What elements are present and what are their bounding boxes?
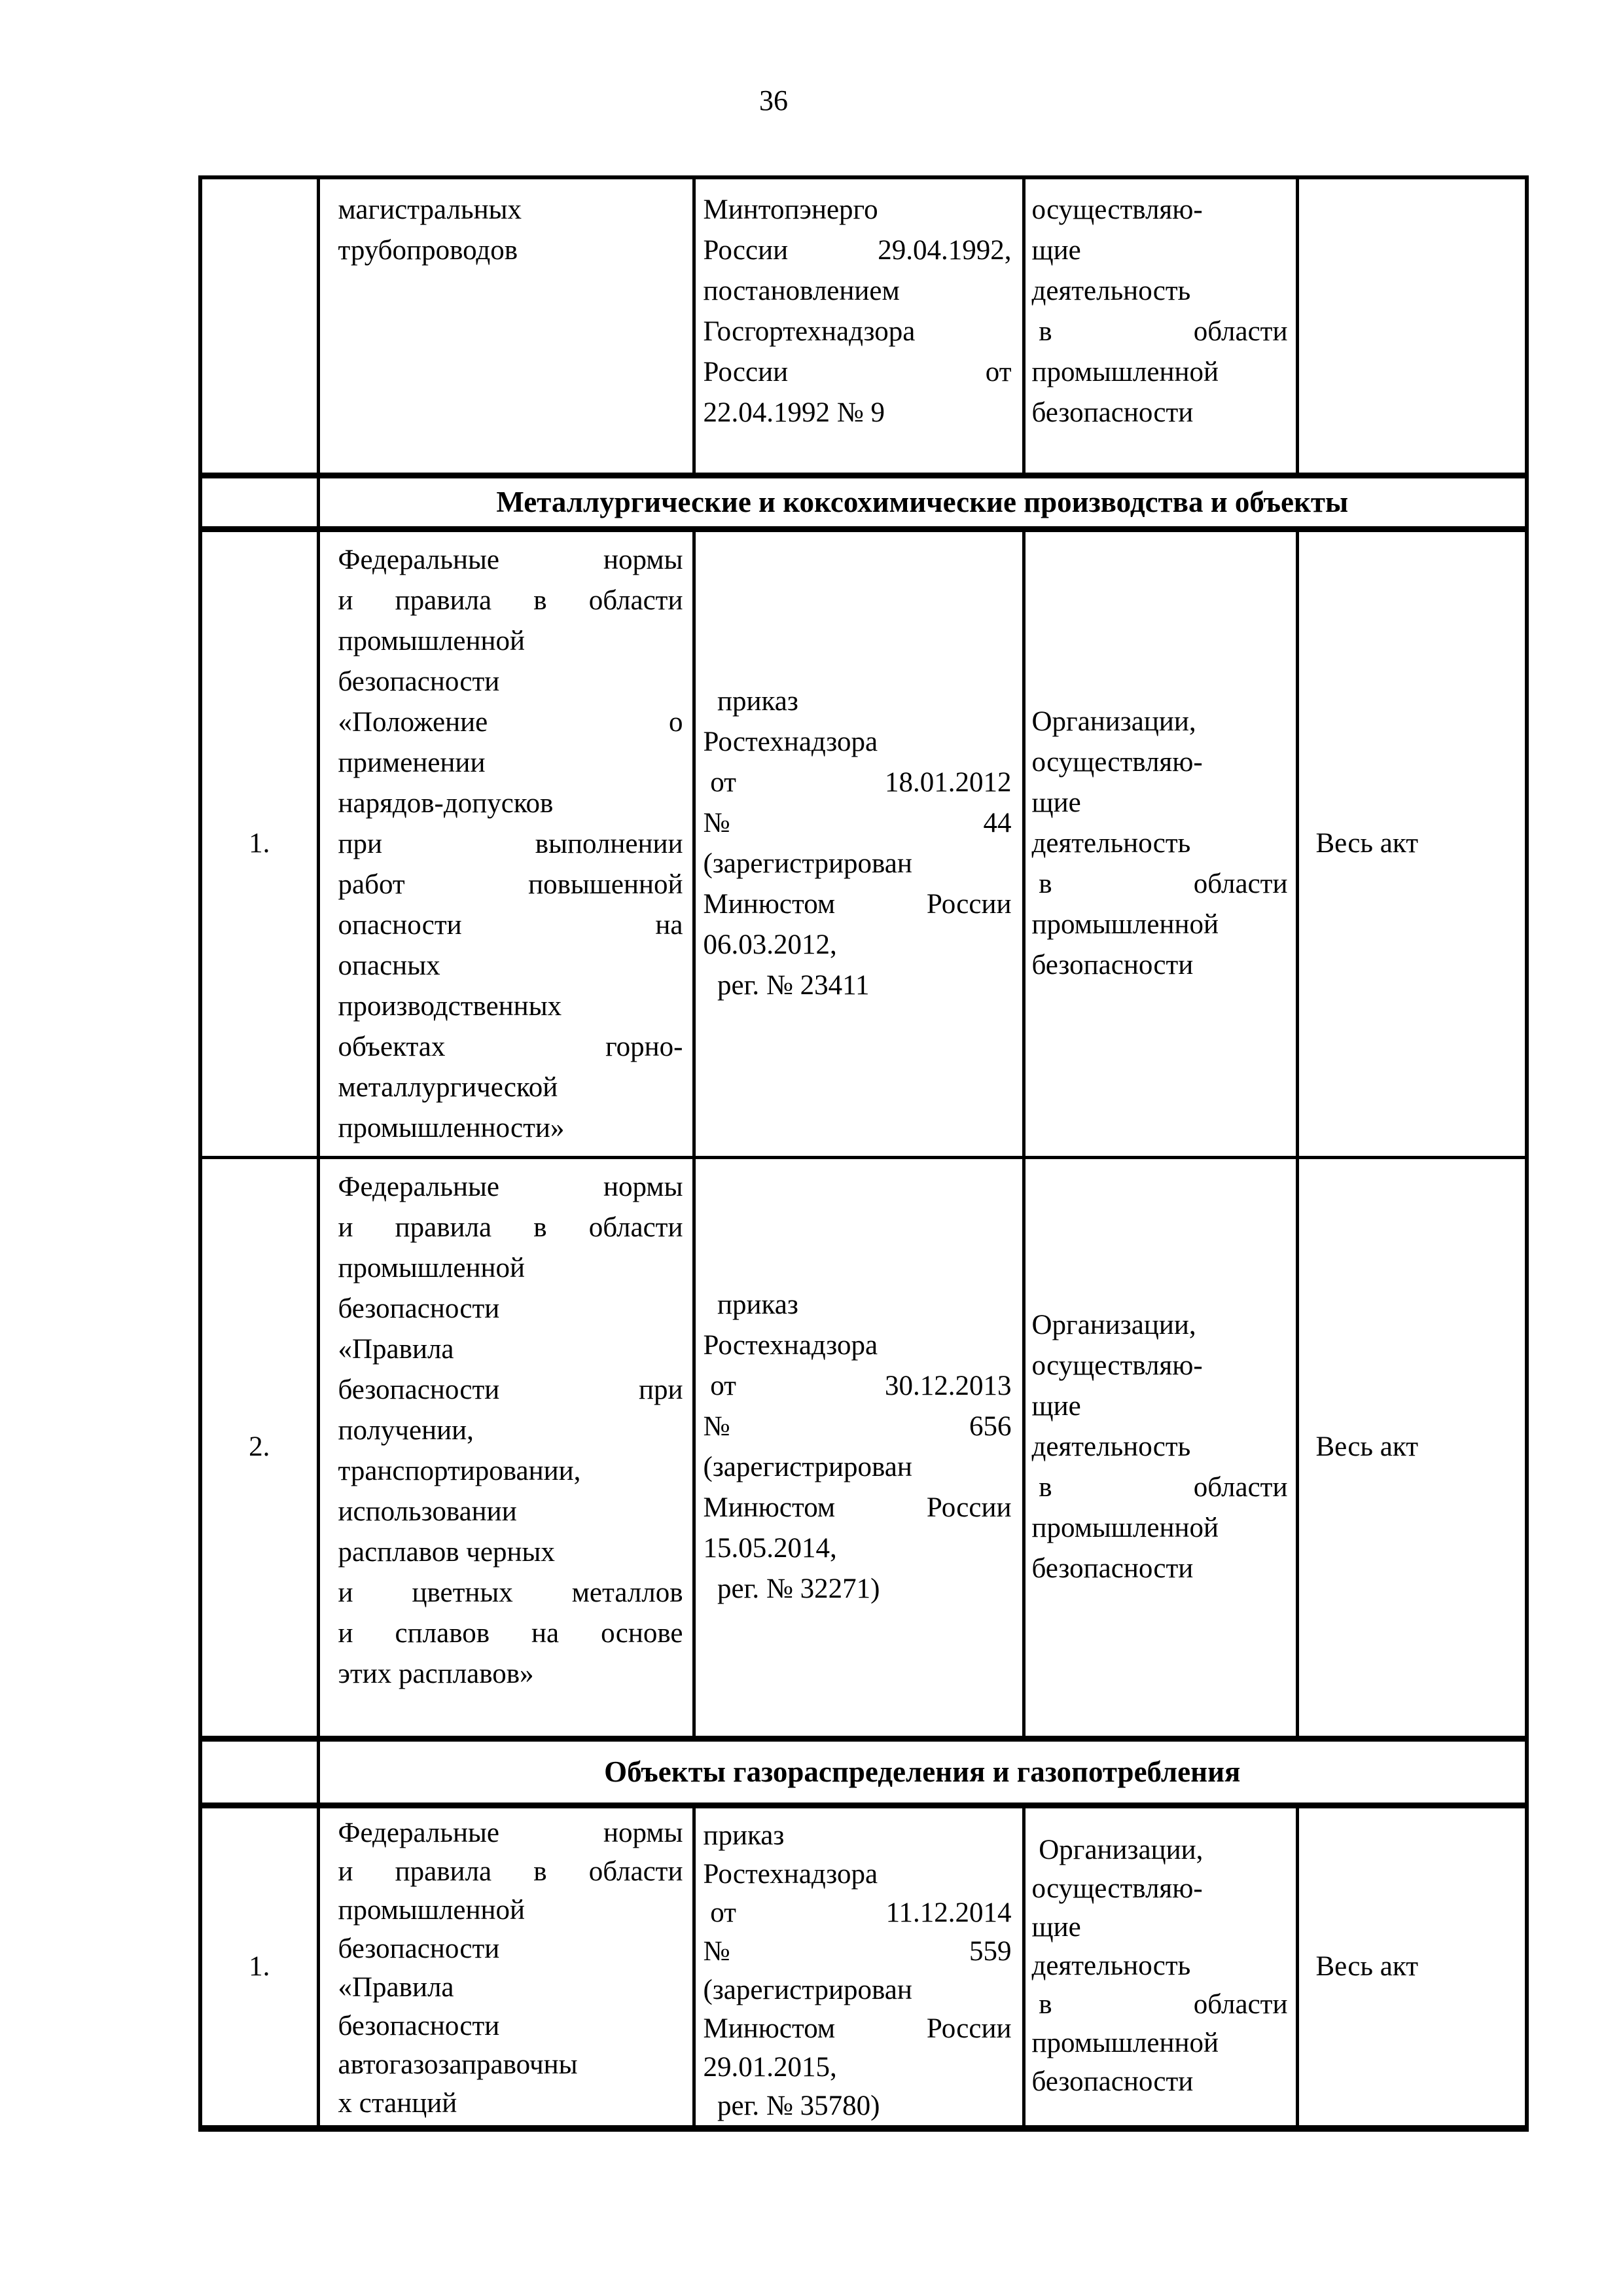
table-section-row [200, 1738, 1527, 1805]
act-details-cell: Минтопэнерго России 29.04.1992, постановлением Госгортехнадзора России от 22.04.1992 № 9 [694, 177, 1024, 475]
act-details-cell: приказ Ростехнадзора от 30.12.2013 № 656 (зарегистрирован Минюстом России 15.05.2014, рег. № 32271) [694, 1157, 1024, 1738]
row-number-cell: 2. [200, 1157, 318, 1738]
act-details-cell: приказ Ростехнадзора от 11.12.2014 № 559 (зарегистрирован Минюстом России 29.01.2015, рег. № 35780) [694, 1805, 1024, 2128]
scope-cell: Весь акт [1297, 1157, 1527, 1738]
act-name-cell: Федеральные нормы и правила в области промышленной безопасности «Правила безопасности при получении, транспортировании, использовании расплавов черных и цветных металлов и сплавов на основе этих расплавов» [318, 1157, 694, 1738]
act-name-cell: магистральных трубопроводов [318, 177, 694, 475]
organizations-cell: Организации, осуществляю- щие деятельность в области промышленной безопасности [1024, 1157, 1297, 1738]
table-row-2 [200, 1157, 1527, 1738]
section-title-metallurgy: Металлургические и коксохимические производства и объекты [318, 475, 1527, 529]
table-row-continued [200, 177, 1527, 475]
organizations-cell: Организации, осуществляю- щие деятельность в области промышленной безопасности [1024, 529, 1297, 1157]
organizations-cell: осуществляю- щие деятельность в области промышленной безопасности [1024, 177, 1297, 475]
row-number-cell [200, 177, 318, 475]
section-empty-cell [200, 475, 318, 529]
scope-cell: Весь акт [1297, 1805, 1527, 2128]
page-number: 36 [759, 84, 788, 117]
row-number-cell: 1. [200, 1805, 318, 2128]
organizations-cell: Организации, осуществляю- щие деятельность в области промышленной безопасности [1024, 1805, 1297, 2128]
section-title-gas: Объекты газораспределения и газопотребления [318, 1738, 1527, 1805]
table-section-row [200, 475, 1527, 529]
row-number-cell: 1. [200, 529, 318, 1157]
act-details-cell: приказ Ростехнадзора от 18.01.2012 № 44 (зарегистрирован Минюстом России 06.03.2012, рег. № 23411 [694, 529, 1024, 1157]
scope-cell: Весь акт [1297, 529, 1527, 1157]
act-name-cell: Федеральные нормы и правила в области промышленной безопасности «Положение о применении нарядов-допусков при выполнении работ повышенной опасности на опасных производственных объектах горно- металлургической промышленности» [318, 529, 694, 1157]
scope-cell [1297, 177, 1527, 475]
table-row-1 [200, 529, 1527, 1157]
section-empty-cell [200, 1738, 318, 1805]
act-name-cell: Федеральные нормы и правила в области промышленной безопасности «Правила безопасности автогазозаправочны х станций [318, 1805, 694, 2128]
table-row-3 [200, 1805, 1527, 2128]
regulations-table [198, 175, 1529, 2132]
